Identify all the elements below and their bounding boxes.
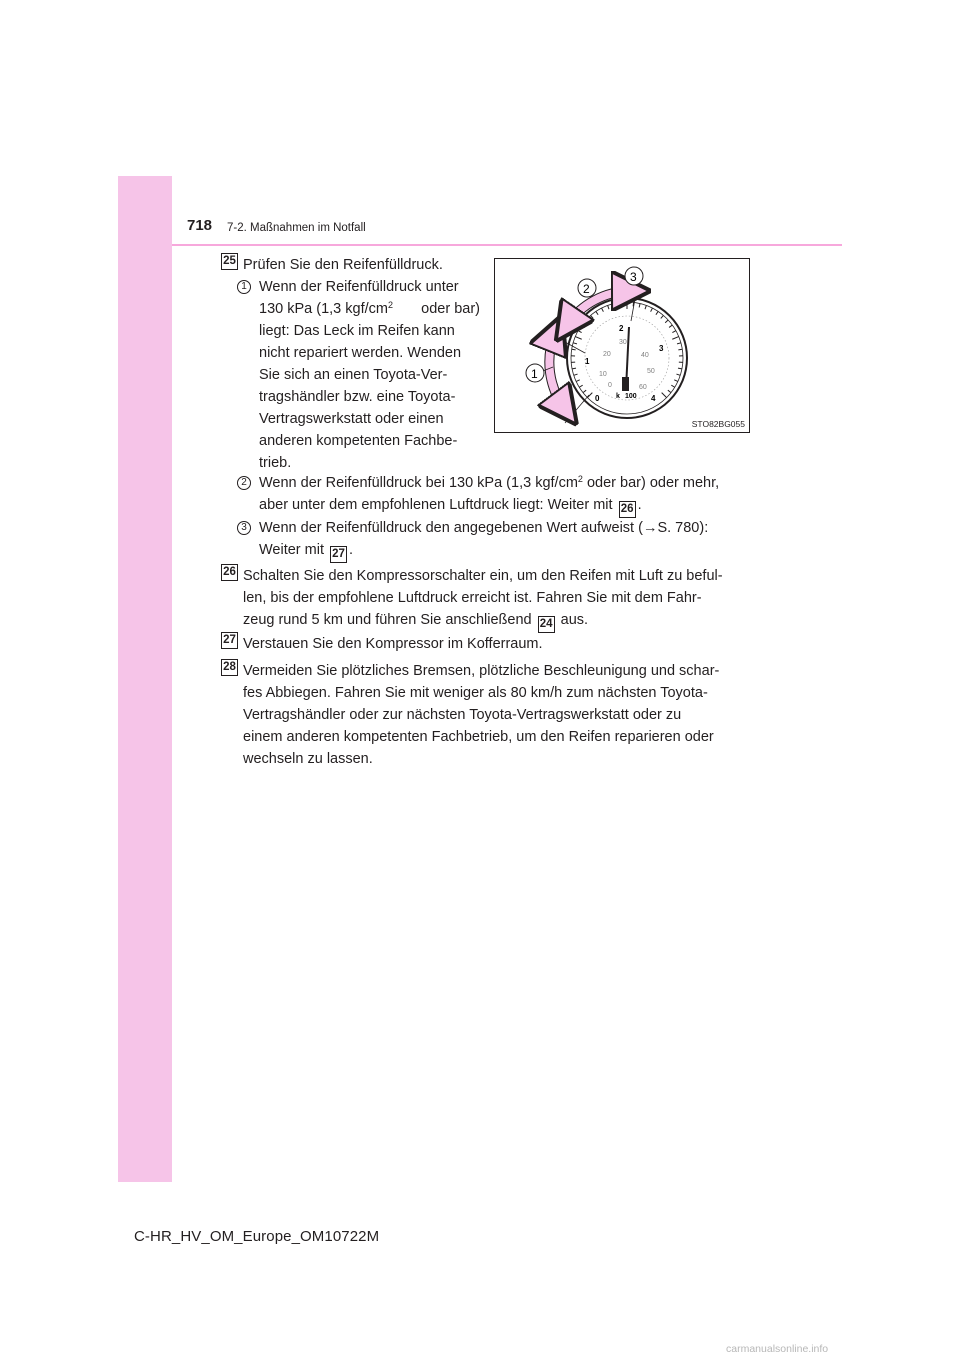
step-26-line-2: len, bis der empfohlene Luftdruck erreicht ist. Fahren Sie mit dem Fahr- [243,590,702,606]
ref-step-26[interactable]: 26 [619,501,636,518]
ref-step-24[interactable]: 24 [538,616,555,633]
callout-1-label: 1 [531,367,538,381]
outer-scale-1: 1 [585,357,590,366]
inner-scale-10: 10 [599,371,607,378]
step-26-line-1: Schalten Sie den Kompressorschalter ein, um den Reifen mit Luft zu beful- [243,568,723,584]
callout-2-label: 2 [583,282,590,296]
inner-scale-60: 60 [639,384,647,391]
sub-1-line-4: nicht repariert werden. Wenden [259,345,462,361]
sub-1-marker: 1 [237,280,251,294]
step-28-number: 28 [221,659,238,676]
inner-scale-20: 20 [603,351,611,358]
sub-2-line-2: aber unter dem empfohlenen Luftdruck liegt: Weiter mit 26 . [259,494,642,518]
step-27-text: Verstauen Sie den Kompressor im Kofferraum. [243,636,543,652]
step-28-line-5: wechseln zu lassen. [243,751,373,767]
sub-1-line-8: anderen kompetenten Fachbe- [259,433,458,449]
sub-2-marker: 2 [237,476,251,490]
sub-3-line-2: Weiter mit 27 . [259,539,353,563]
outer-scale-4: 4 [651,394,656,403]
needle-base [622,377,629,391]
watermark: carmanualsonline.info [726,1343,829,1355]
step-26-number: 26 [221,564,238,581]
sub-1-line-9: trieb. [259,455,292,471]
gauge-tick [678,349,682,350]
step-28-line-4: einem anderen kompetenten Fachbetrieb, um den Reifen reparieren oder [243,729,714,745]
outer-scale-2: 2 [619,324,624,333]
step-26-line-3: zeug rund 5 km und führen Sie anschließend 24 aus. [243,609,588,633]
step-27-number: 27 [221,632,238,649]
sub-1-line-1: Wenn der Reifenfülldruck unter [259,279,459,295]
header-rule [172,244,842,246]
sub-1-line-3: liegt: Das Leck im Reifen kann [259,323,455,339]
sub-3-marker: 3 [237,521,251,535]
step-28-line-3: Vertragshändler oder zur nächsten Toyota-Vertragswerkstatt oder zu [243,707,682,723]
boundary-line-zero [565,395,589,423]
inner-scale-100: 100 [625,393,637,400]
pressure-gauge-figure [494,258,750,433]
inner-scale-30: 30 [619,339,627,346]
chapter-sidebar [118,176,172,1182]
sub-2-line-1: Wenn der Reifenfülldruck bei 130 kPa (1,3 kgf/$cm^2$ oder bar) oder mehr, [259,474,720,491]
sub-1-line-7: Vertragswerkstatt oder einen [259,411,444,427]
inner-scale-40: 40 [641,352,649,359]
gauge-tick [572,349,576,350]
inner-scale-0: 0 [608,382,612,389]
sub-1-line-2: 130 kPa (1,3 kgf/$cm^2$ oder bar) [259,300,480,317]
document-id: C-HR_HV_OM_Europe_OM10722M [134,1228,380,1245]
figure-code: STO82BG055 [691,419,745,429]
unit-label: k [616,393,620,400]
step-28-line-2: fes Abbiegen. Fahren Sie mit weniger als 80 km/h zum nächsten Toyota- [243,685,708,701]
section-title: 7-2. Maßnahmen im Notfall [227,222,366,234]
inner-scale-50: 50 [647,368,655,375]
sub-1-line-6: tragshändler bzw. eine Toyota- [259,389,456,405]
step-28-line-1: Vermeiden Sie plötzliches Bremsen, plötzliche Beschleunigung und schar- [243,663,720,679]
step-25-number: 25 [221,253,238,270]
page-number: 718 [187,217,213,234]
outer-scale-3: 3 [659,344,664,353]
callout-3-label: 3 [630,270,637,284]
sub-1-line-5: Sie sich an einen Toyota-Ver- [259,367,448,383]
sub-3-line-1: Wenn der Reifenfülldruck den angegebenen Wert aufweist (→S. 780): [259,520,709,536]
ref-step-27[interactable]: 27 [330,546,347,563]
step-25-text: Prüfen Sie den Reifenfülldruck. [243,257,443,273]
pressure-gauge-illustration [495,259,749,432]
outer-scale-0: 0 [595,394,600,403]
